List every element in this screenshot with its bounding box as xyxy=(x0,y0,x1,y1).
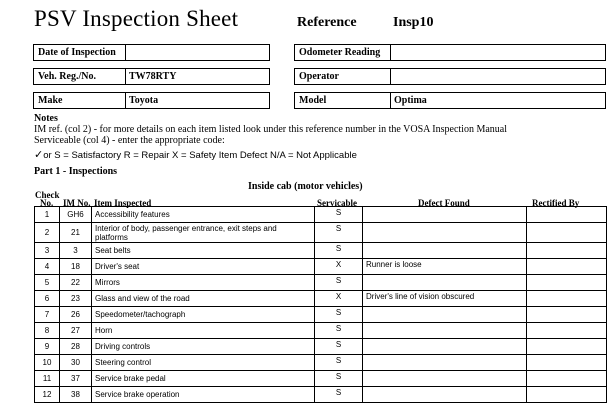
serviceable-cell[interactable]: S xyxy=(315,207,363,223)
item-inspected: Mirrors xyxy=(92,275,315,291)
im-number: 23 xyxy=(60,291,92,307)
checkmark-icon: ✓ xyxy=(34,148,44,161)
field-label: Operator xyxy=(295,69,391,84)
rectified-cell[interactable] xyxy=(527,339,607,355)
notes-section xyxy=(34,113,507,161)
date-of-inspection-input[interactable] xyxy=(126,45,269,60)
table-row xyxy=(35,339,607,355)
row-number: 9 xyxy=(35,339,60,355)
rectified-cell[interactable] xyxy=(527,323,607,339)
vehicle-reg-input[interactable]: TW78RTY xyxy=(129,71,177,82)
notes-legend xyxy=(34,149,507,161)
table-row xyxy=(35,259,607,275)
defect-cell[interactable] xyxy=(363,307,527,323)
serviceable-cell[interactable]: S xyxy=(315,355,363,371)
rectified-cell[interactable] xyxy=(527,223,607,243)
serviceable-cell[interactable]: S xyxy=(315,387,363,403)
table-row xyxy=(35,243,607,259)
im-number: 18 xyxy=(60,259,92,275)
rectified-cell[interactable] xyxy=(527,207,607,223)
rectified-cell[interactable] xyxy=(527,371,607,387)
column-header-serviceable: Servicable xyxy=(317,198,357,208)
row-number: 7 xyxy=(35,307,60,323)
field-label: Date of Inspection xyxy=(34,45,126,60)
serviceable-cell[interactable]: X xyxy=(315,291,363,307)
reference-label: Reference xyxy=(297,15,357,30)
im-number: 22 xyxy=(60,275,92,291)
im-number: 38 xyxy=(60,387,92,403)
row-number: 10 xyxy=(35,355,60,371)
rectified-cell[interactable] xyxy=(527,307,607,323)
column-header-check: Check xyxy=(35,190,60,200)
column-header-item: Item Inspected xyxy=(94,198,152,208)
table-row xyxy=(35,323,607,339)
operator-input[interactable] xyxy=(391,69,605,84)
serviceable-cell[interactable]: S xyxy=(315,323,363,339)
page-title: PSV Inspection Sheet xyxy=(34,6,239,31)
row-number: 4 xyxy=(35,259,60,275)
notes-line: Serviceable (col 4) - enter the appropriate code: xyxy=(34,135,225,146)
reference-value: Insp10 xyxy=(393,15,434,30)
defect-cell[interactable] xyxy=(363,223,527,243)
make-field xyxy=(33,92,270,109)
serviceable-cell[interactable]: S xyxy=(315,339,363,355)
table-row xyxy=(35,291,607,307)
item-inspected: Interior of body, passenger entrance, exit steps and platforms xyxy=(92,223,315,243)
defect-cell[interactable] xyxy=(363,371,527,387)
defect-cell[interactable] xyxy=(363,387,527,403)
rectified-cell[interactable] xyxy=(527,259,607,275)
column-header-defect: Defect Found xyxy=(418,198,470,208)
defect-cell[interactable]: Driver's line of vision obscured xyxy=(363,291,527,307)
field-label: Model xyxy=(295,93,391,108)
item-inspected: Seat belts xyxy=(92,243,315,259)
im-number: 3 xyxy=(60,243,92,259)
odometer-field xyxy=(294,44,606,61)
defect-cell[interactable] xyxy=(363,355,527,371)
item-inspected: Glass and view of the road xyxy=(92,291,315,307)
row-number: 1 xyxy=(35,207,60,223)
column-header-rectified: Rectified By xyxy=(532,198,580,208)
serviceable-cell[interactable]: S xyxy=(315,223,363,243)
serviceable-cell[interactable]: S xyxy=(315,275,363,291)
table-row xyxy=(35,355,607,371)
table-row xyxy=(35,307,607,323)
im-number: 27 xyxy=(60,323,92,339)
im-number: 28 xyxy=(60,339,92,355)
field-label: Odometer Reading xyxy=(295,45,391,60)
im-number: 26 xyxy=(60,307,92,323)
item-inspected: Driving controls xyxy=(92,339,315,355)
inspection-table xyxy=(34,206,607,403)
im-number: 37 xyxy=(60,371,92,387)
item-inspected: Speedometer/tachograph xyxy=(92,307,315,323)
vehicle-reg-field xyxy=(33,68,270,85)
table-row xyxy=(35,371,607,387)
row-number: 3 xyxy=(35,243,60,259)
defect-cell[interactable] xyxy=(363,243,527,259)
rectified-cell[interactable] xyxy=(527,291,607,307)
notes-heading: Notes xyxy=(34,113,58,124)
table-row xyxy=(35,207,607,223)
row-number: 11 xyxy=(35,371,60,387)
defect-cell[interactable] xyxy=(363,323,527,339)
table-row xyxy=(35,223,607,243)
im-number: GH6 xyxy=(60,207,92,223)
row-number: 5 xyxy=(35,275,60,291)
row-number: 6 xyxy=(35,291,60,307)
item-inspected: Horn xyxy=(92,323,315,339)
row-number: 8 xyxy=(35,323,60,339)
rectified-cell[interactable] xyxy=(527,243,607,259)
item-inspected: Driver's seat xyxy=(92,259,315,275)
column-header-im-no: IM No. xyxy=(63,198,91,208)
im-number: 30 xyxy=(60,355,92,371)
rectified-cell[interactable] xyxy=(527,275,607,291)
item-inspected: Steering control xyxy=(92,355,315,371)
im-number: 21 xyxy=(60,223,92,243)
table-title: Inside cab (motor vehicles) xyxy=(248,181,363,192)
defect-cell[interactable] xyxy=(363,275,527,291)
make-input[interactable]: Toyota xyxy=(129,95,159,106)
model-input[interactable]: Optima xyxy=(394,95,427,106)
notes-line: IM ref. (col 2) - for more details on each item listed look under this reference number in the VOSA Inspection Manual xyxy=(34,124,508,135)
rectified-cell[interactable] xyxy=(527,387,607,403)
table-row xyxy=(35,275,607,291)
rectified-cell[interactable] xyxy=(527,355,607,371)
column-header-no: No. xyxy=(40,198,54,208)
defect-cell[interactable] xyxy=(363,207,527,223)
item-inspected: Service brake operation xyxy=(92,387,315,403)
serviceable-cell[interactable]: X xyxy=(315,259,363,275)
defect-cell[interactable] xyxy=(363,339,527,355)
serviceable-cell[interactable]: S xyxy=(315,243,363,259)
serviceable-cell[interactable]: S xyxy=(315,307,363,323)
item-inspected: Service brake pedal xyxy=(92,371,315,387)
defect-cell[interactable]: Runner is loose xyxy=(363,259,527,275)
serviceable-cell[interactable]: S xyxy=(315,371,363,387)
field-label: Veh. Reg./No. xyxy=(34,69,126,84)
field-label: Make xyxy=(34,93,126,108)
legend-text: or S = Satisfactory R = Repair X = Safety Item Defect N/A = Not Applicable xyxy=(43,150,357,161)
model-field xyxy=(294,92,606,109)
table-row xyxy=(35,387,607,403)
part-title: Part 1 - Inspections xyxy=(34,166,118,177)
odometer-input[interactable] xyxy=(391,45,605,60)
item-inspected: Accessibility features xyxy=(92,207,315,223)
date-of-inspection-field xyxy=(33,44,270,61)
operator-field xyxy=(294,68,606,85)
row-number: 2 xyxy=(35,223,60,243)
row-number: 12 xyxy=(35,387,60,403)
